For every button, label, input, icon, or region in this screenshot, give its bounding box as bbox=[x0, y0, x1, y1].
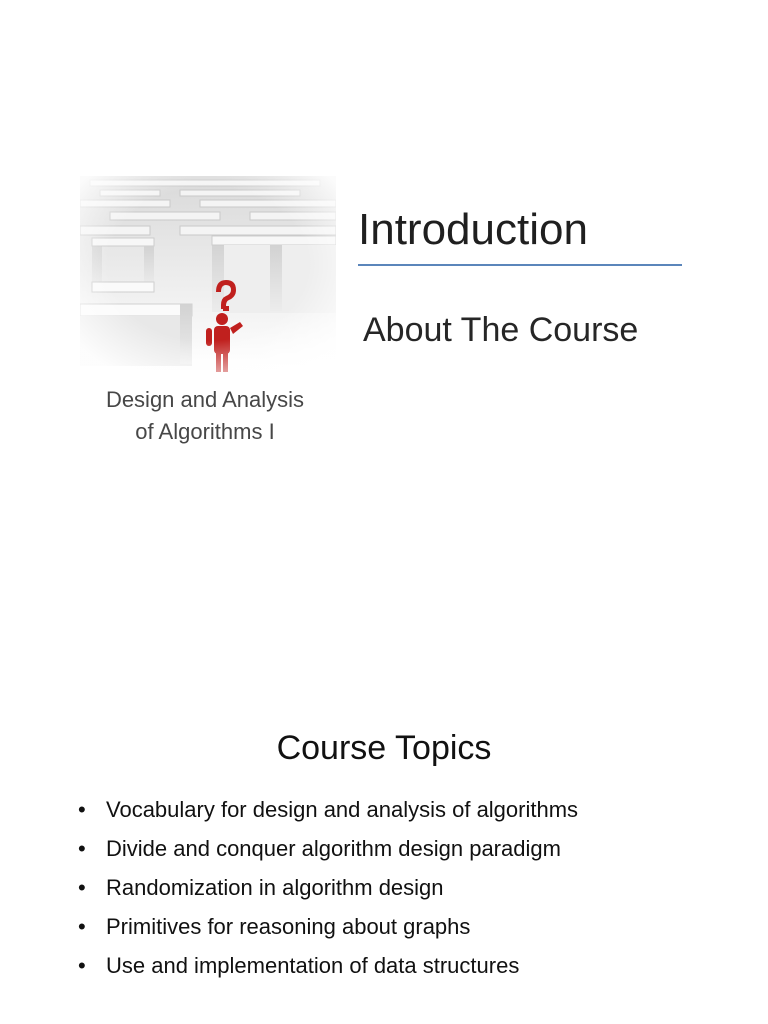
maze-with-question-mark-figure-icon bbox=[80, 176, 336, 372]
caption-line-2: of Algorithms I bbox=[135, 419, 275, 444]
list-item bbox=[78, 829, 578, 868]
maze-question-mark-image bbox=[80, 176, 336, 372]
caption-line-1: Design and Analysis bbox=[105, 387, 305, 412]
bullet-icon: • bbox=[78, 836, 86, 861]
list-item bbox=[78, 790, 578, 829]
slide-title: Introduction bbox=[358, 205, 588, 254]
list-item bbox=[78, 907, 578, 946]
topics-list bbox=[78, 790, 578, 985]
slide-title: Course Topics bbox=[276, 729, 492, 767]
bullet-icon: • bbox=[78, 797, 86, 822]
topic-text: Randomization in algorithm design bbox=[106, 875, 444, 900]
topic-text: Use and implementation of data structures bbox=[106, 953, 520, 978]
list-item bbox=[78, 868, 578, 907]
list-item bbox=[78, 946, 578, 985]
course-caption bbox=[80, 384, 330, 448]
topic-text: Vocabulary for design and analysis of algorithms bbox=[106, 797, 579, 822]
topic-text: Divide and conquer algorithm design paradigm bbox=[106, 836, 561, 861]
bullet-icon: • bbox=[78, 953, 86, 978]
slide-course-topics bbox=[0, 512, 768, 1024]
slide-subtitle: About The Course bbox=[363, 311, 639, 349]
title-divider bbox=[358, 264, 682, 266]
topic-text: Primitives for reasoning about graphs bbox=[106, 914, 471, 939]
bullet-icon: • bbox=[78, 875, 86, 900]
bullet-icon: • bbox=[78, 914, 86, 939]
